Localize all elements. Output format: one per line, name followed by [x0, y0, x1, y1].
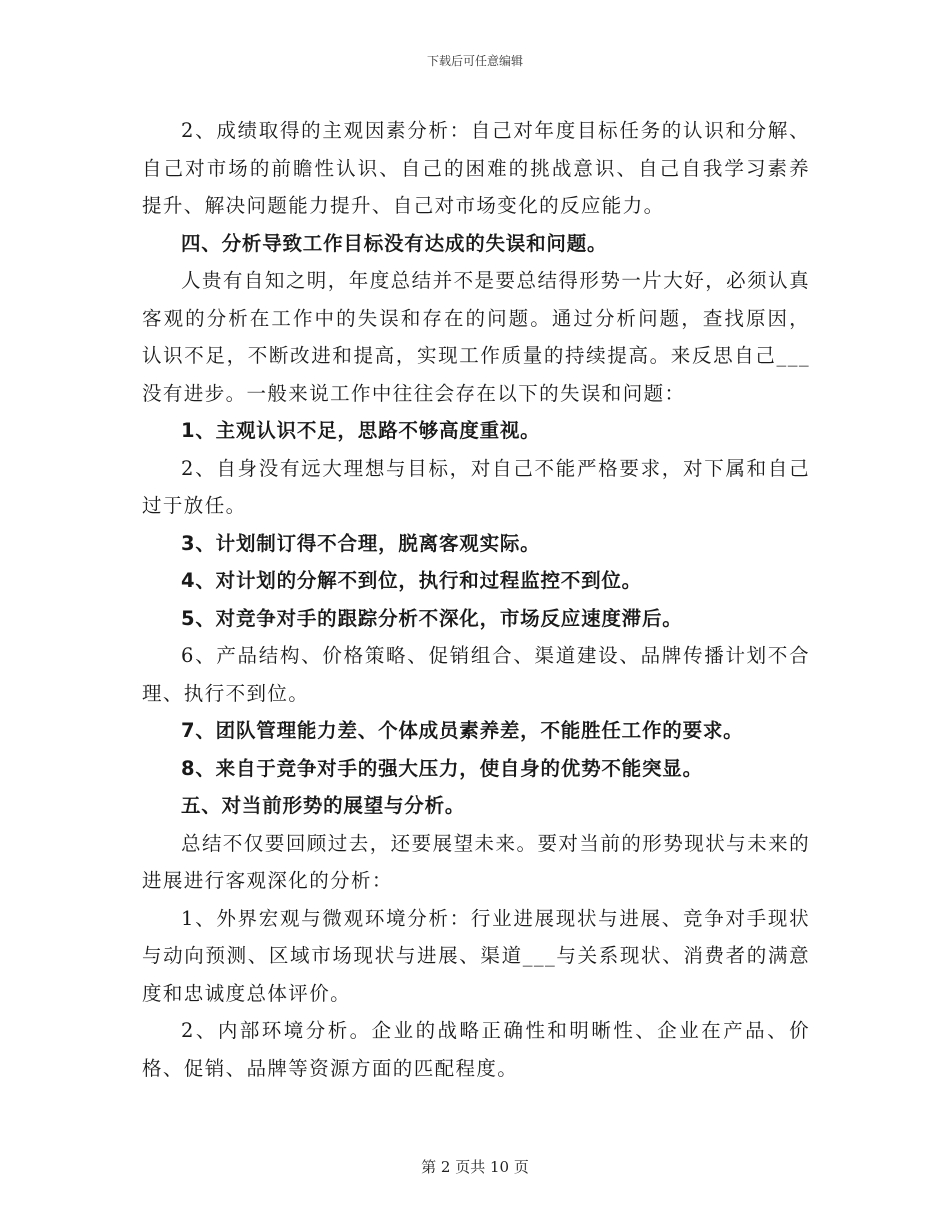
- list-item-3: 3、计划制订得不合理，脱离客观实际。: [181, 531, 541, 555]
- list-item-6: 6、产品结构、价格策略、促销组合、渠道建设、品牌传播计划不合理、执行不到位。: [142, 644, 810, 705]
- section-heading-5: 五、对当前形势的展望与分析。: [181, 794, 466, 817]
- paragraph-13: 总结不仅要回顾过去，还要展望未来。要对当前的形势现状与未来的进展进行客观深化的分析：: [142, 831, 810, 892]
- section-heading-4: 四、分析导致工作目标没有达成的失误和问题。: [181, 231, 608, 255]
- list-item-2: 2、自身没有远大理想与目标，对自己不能严格要求，对下属和自己过于放任。: [142, 456, 810, 517]
- page-header: 下载后可任意编辑: [426, 54, 523, 68]
- analysis-item-1: 1、外界宏观与微观环境分析：行业进展现状与进展、竞争对手现状与动向预测、区域市场现状与进展、渠道___与关系现状、消费者的满意度和忠诚度总体评价。: [142, 906, 810, 1005]
- paragraph-1: 2、成绩取得的主观因素分析：自己对年度目标任务的认识和分解、自己对市场的前瞻性认识、自己的困难的挑战意识、自己自我学习素养提升、解决问题能力提升、自己对市场变化的反应能力。: [142, 119, 810, 217]
- list-item-5: 5、对竞争对手的跟踪分析不深化，市场反应速度滞后。: [181, 606, 683, 630]
- page-footer: 第 2 页共 10 页: [421, 1158, 529, 1176]
- document-body: [142, 112, 810, 1087]
- list-item-1: 1、主观认识不足，思路不够高度重视。: [181, 419, 541, 442]
- list-item-8: 8、来自于竞争对手的强大压力，使自身的优势不能突显。: [181, 756, 703, 780]
- analysis-item-2: 2、内部环境分析。企业的战略正确性和明晰性、企业在产品、价格、促销、品牌等资源方面的匹配程度。: [142, 1019, 810, 1080]
- list-item-7: 7、团队管理能力差、个体成员素养差，不能胜任工作的要求。: [181, 719, 744, 742]
- paragraph-3: 人贵有自知之明，年度总结并不是要总结得形势一片大好，必须认真客观的分析在工作中的失误和存在的问题。通过分析问题，查找原因，认识不足，不断改进和提高，实现工作质量的持续提高。来反思自己___没有进步。一般来说工作中往往会存在以下的失误和问题：: [142, 269, 810, 405]
- list-item-4: 4、对计划的分解不到位，执行和过程监控不到位。: [181, 569, 642, 592]
